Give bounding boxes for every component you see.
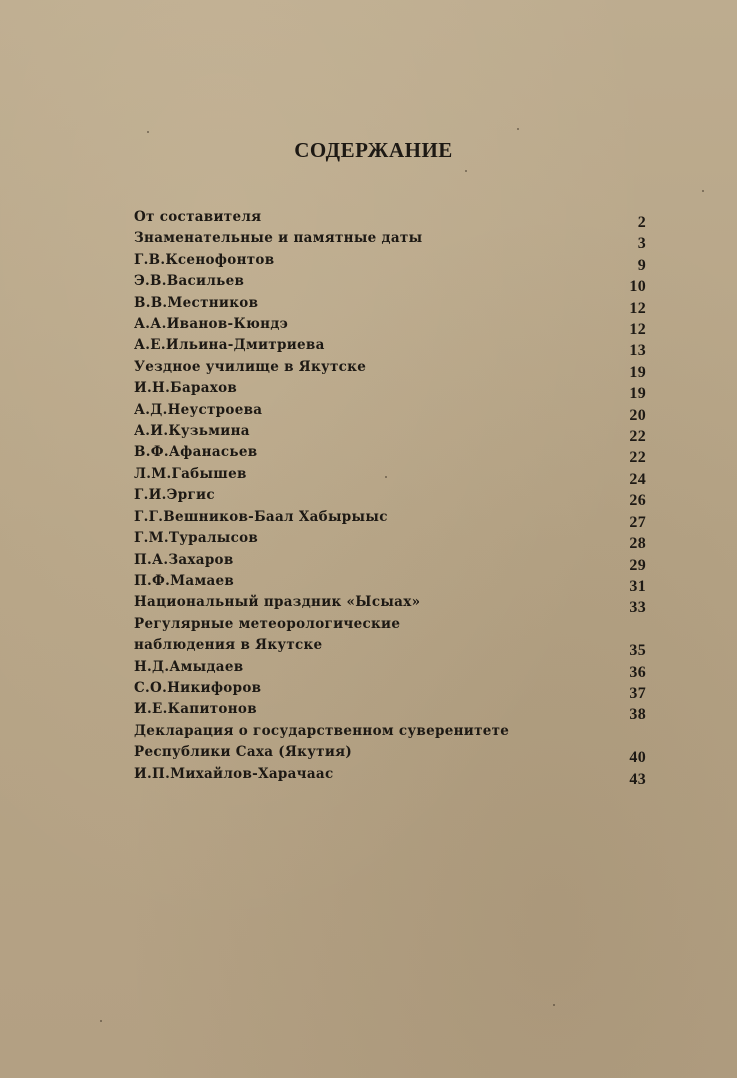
toc-page-number: 13: [629, 342, 646, 360]
toc-entry-title: Г.В.Ксенофонтов: [134, 251, 275, 268]
paper-speck: [147, 131, 149, 133]
toc-page-number: 28: [629, 535, 646, 553]
toc-entry-title: Регулярные метеорологические: [134, 615, 401, 632]
toc-entry: [134, 592, 646, 617]
toc-entry-title: И.П.Михайлов-Харачаас: [134, 765, 334, 782]
toc-page-number: 31: [629, 577, 646, 595]
toc-entry: [134, 721, 646, 767]
paper-speck: [517, 128, 519, 130]
toc-entry-title: А.А.Иванов-Кюндэ: [134, 316, 289, 333]
toc-entry-title: Декларация о государственном суверенитете: [134, 722, 510, 739]
toc-entry: [134, 764, 646, 788]
toc-entry-title: И.Н.Барахов: [134, 380, 238, 397]
toc-page-number: 20: [629, 406, 646, 424]
toc-entry: [134, 228, 646, 253]
toc-entry-title: От составителя: [134, 209, 262, 225]
toc-entry-title: В.Ф.Афанасьев: [134, 444, 258, 461]
toc-entry: [134, 614, 646, 660]
toc-page-number: 33: [629, 599, 646, 617]
toc-page-number: 35: [629, 642, 646, 660]
toc-page-number: 40: [629, 749, 646, 767]
toc-entry: [134, 293, 646, 317]
page-title: СОДЕРЖАНИЕ: [294, 138, 453, 162]
toc-entry-title: А.И.Кузьмина: [134, 423, 250, 440]
paper-speck: [465, 170, 467, 172]
toc-entry: [134, 271, 646, 296]
toc-entry-title: Национальный праздник «Ысыах»: [134, 594, 421, 611]
toc-page-number: 27: [629, 513, 646, 531]
toc-page-number: 2: [637, 214, 646, 231]
toc-entry-title: Н.Д.Амыдаев: [134, 658, 244, 675]
toc-entry-title: Э.В.Васильев: [134, 273, 245, 290]
toc-page-number: 36: [629, 663, 646, 681]
toc-entry-title: Уездное училище в Якутске: [134, 358, 367, 375]
toc-entry: [134, 678, 646, 702]
paper-speck: [385, 476, 387, 478]
toc-page-number: 24: [629, 470, 646, 488]
toc-page-number: 12: [629, 299, 646, 317]
toc-entry: [134, 571, 646, 595]
toc-page-number: 29: [629, 556, 646, 574]
toc-page-number: 38: [629, 706, 646, 724]
toc-entry: [134, 250, 646, 274]
toc-page-number: 22: [629, 428, 646, 446]
paper-speck: [100, 1020, 102, 1022]
toc-entry-title: П.А.Захаров: [134, 551, 234, 568]
toc-entry-title: И.Е.Капитонов: [134, 701, 257, 718]
paper-speck: [702, 190, 704, 192]
toc-entry-title: С.О.Никифоров: [134, 679, 262, 696]
toc-entry: [134, 485, 646, 510]
toc-entry-title: А.Е.Ильина-Дмитриева: [134, 337, 325, 354]
toc-entry: [134, 464, 646, 488]
toc-entry-title: Знаменательные и памятные даты: [134, 230, 423, 247]
toc-entry-title: Г.Г.Вешников-Баал Хабырыыс: [134, 508, 388, 525]
toc-entry-title: П.Ф.Мамаев: [134, 572, 235, 589]
toc-entry: [134, 442, 646, 467]
toc-entry: [134, 207, 646, 231]
toc-entry: [134, 378, 646, 403]
toc-page-number: 43: [629, 770, 646, 788]
toc-page-number: 3: [637, 235, 646, 253]
toc-entry-title: Г.М.Туралысов: [134, 530, 259, 547]
toc-entry: [134, 335, 646, 360]
table-of-contents: [134, 207, 646, 788]
toc-entry: [134, 507, 646, 531]
toc-page-number: 9: [637, 256, 646, 274]
toc-entry: [134, 357, 646, 381]
toc-entry-title: наблюдения в Якутске: [134, 637, 323, 654]
toc-entry: [134, 657, 646, 681]
toc-page-number: 10: [629, 278, 646, 296]
toc-page-number: 12: [629, 321, 646, 339]
toc-entry: [134, 699, 646, 724]
toc-page-number: 26: [629, 492, 646, 510]
toc-entry: [134, 314, 646, 339]
toc-page-number: 19: [629, 385, 646, 403]
toc-entry-title: Л.М.Габышев: [134, 465, 247, 482]
paper-speck: [553, 1004, 555, 1006]
toc-page-number: 19: [629, 363, 646, 381]
toc-entry-title: В.В.Местников: [134, 294, 259, 311]
toc-entry-title: А.Д.Неустроева: [134, 401, 263, 418]
toc-entry: [134, 528, 646, 553]
toc-entry: [134, 400, 646, 424]
toc-entry: [134, 550, 646, 574]
toc-entry: [134, 421, 646, 446]
toc-page-number: 22: [629, 449, 646, 467]
toc-entry-title: Г.И.Эргис: [134, 487, 215, 504]
toc-entry-title: Республики Саха (Якутия): [134, 744, 353, 761]
toc-page-number: 37: [629, 684, 646, 702]
